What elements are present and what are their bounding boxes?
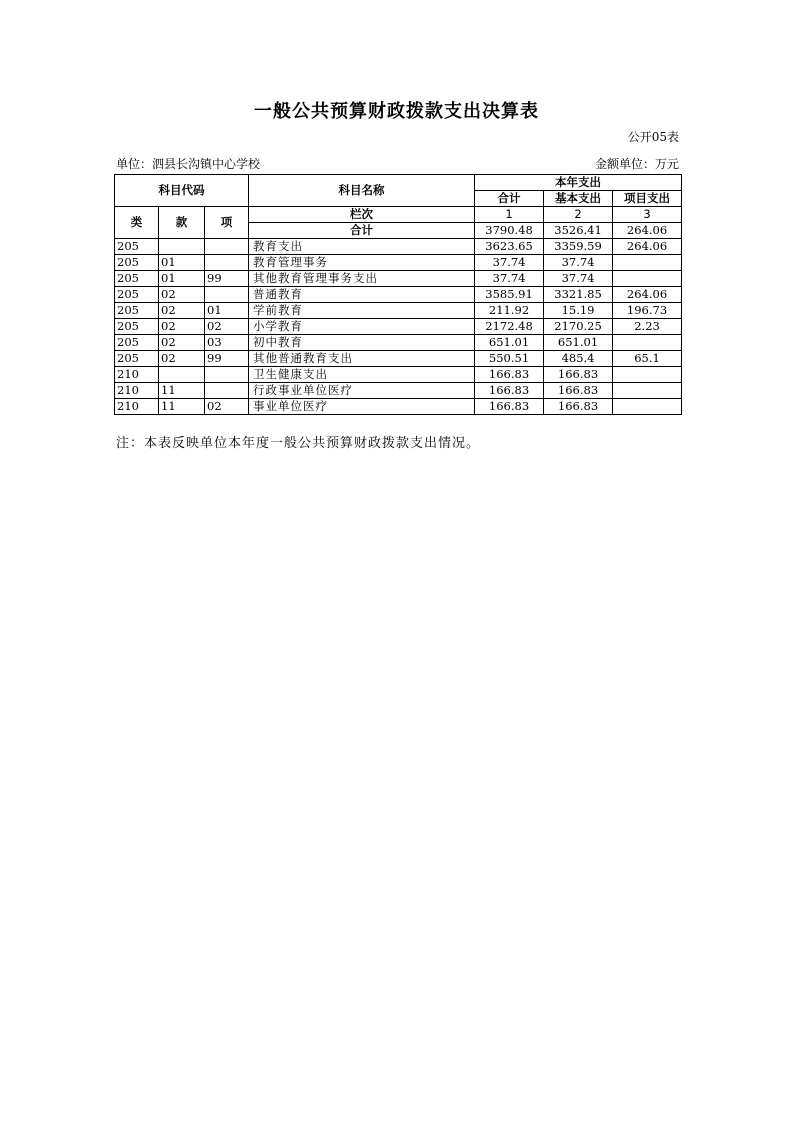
row-basic: 3359.59 <box>544 239 613 255</box>
row-xiang <box>205 367 249 383</box>
table-row <box>115 255 682 271</box>
row-project <box>613 383 682 399</box>
row-lei: 210 <box>115 383 159 399</box>
row-xiang: 02 <box>205 319 249 335</box>
row-kuan: 02 <box>159 319 205 335</box>
table-row <box>115 271 682 287</box>
header-project: 项目支出 <box>613 191 682 207</box>
row-name: 行政事业单位医疗 <box>249 383 475 399</box>
row-xiang <box>205 383 249 399</box>
row-project: 65.1 <box>613 351 682 367</box>
row-total: 651.01 <box>475 335 544 351</box>
header-code-group: 科目代码 <box>115 175 249 207</box>
row-kuan: 02 <box>159 287 205 303</box>
row-kuan: 11 <box>159 383 205 399</box>
row-lei: 205 <box>115 287 159 303</box>
header-total: 合计 <box>475 191 544 207</box>
header-basic: 基本支出 <box>544 191 613 207</box>
row-name: 学前教育 <box>249 303 475 319</box>
row-total: 2172.48 <box>475 319 544 335</box>
row-name: 教育管理事务 <box>249 255 475 271</box>
row-total: 211.92 <box>475 303 544 319</box>
row-basic: 37.74 <box>544 271 613 287</box>
expenditure-table <box>114 174 682 415</box>
row-basic: 651.01 <box>544 335 613 351</box>
row-total: 3585.91 <box>475 287 544 303</box>
row-basic: 166.83 <box>544 383 613 399</box>
row-basic: 166.83 <box>544 399 613 415</box>
row-basic: 3321.85 <box>544 287 613 303</box>
row-project <box>613 255 682 271</box>
sum-total: 3790.48 <box>475 223 544 239</box>
row-lei: 205 <box>115 271 159 287</box>
row-name: 普通教育 <box>249 287 475 303</box>
header-name: 科目名称 <box>249 175 475 207</box>
row-lei: 205 <box>115 239 159 255</box>
row-xiang: 99 <box>205 351 249 367</box>
row-lei: 205 <box>115 303 159 319</box>
row-lei: 210 <box>115 367 159 383</box>
row-kuan: 01 <box>159 255 205 271</box>
page-title: 一般公共预算财政拨款支出决算表 <box>254 101 539 122</box>
row-total: 3623.65 <box>475 239 544 255</box>
row-name: 卫生健康支出 <box>249 367 475 383</box>
row-kuan: 02 <box>159 351 205 367</box>
row-name: 其他教育管理事务支出 <box>249 271 475 287</box>
money-unit-label: 金额单位：万元 <box>594 157 679 171</box>
row-kuan <box>159 367 205 383</box>
row-total: 37.74 <box>475 271 544 287</box>
row-project: 2.23 <box>613 319 682 335</box>
form-number: 公开05表 <box>627 130 679 144</box>
row-project <box>613 367 682 383</box>
table-row <box>115 399 682 415</box>
header-col-1: 1 <box>475 207 544 223</box>
row-kuan: 01 <box>159 271 205 287</box>
row-xiang <box>205 239 249 255</box>
row-xiang <box>205 255 249 271</box>
row-basic: 2170.25 <box>544 319 613 335</box>
row-xiang <box>205 287 249 303</box>
header-col-3: 3 <box>613 207 682 223</box>
table-row <box>115 335 682 351</box>
row-xiang: 03 <box>205 335 249 351</box>
sum-project: 264.06 <box>613 223 682 239</box>
table-row <box>115 303 682 319</box>
row-project <box>613 335 682 351</box>
row-lei: 205 <box>115 335 159 351</box>
header-xiang: 项 <box>205 207 249 239</box>
row-kuan: 11 <box>159 399 205 415</box>
row-xiang: 99 <box>205 271 249 287</box>
unit-label: 单位：泗县长沟镇中心学校 <box>116 157 261 171</box>
row-project: 264.06 <box>613 287 682 303</box>
header-col-2: 2 <box>544 207 613 223</box>
row-name: 事业单位医疗 <box>249 399 475 415</box>
row-project: 264.06 <box>613 239 682 255</box>
row-project <box>613 271 682 287</box>
row-basic: 485.4 <box>544 351 613 367</box>
row-project <box>613 399 682 415</box>
row-total: 166.83 <box>475 367 544 383</box>
row-basic: 37.74 <box>544 255 613 271</box>
row-name: 初中教育 <box>249 335 475 351</box>
row-total: 166.83 <box>475 399 544 415</box>
row-lei: 205 <box>115 351 159 367</box>
row-lei: 205 <box>115 255 159 271</box>
table-row <box>115 319 682 335</box>
row-kuan: 02 <box>159 303 205 319</box>
row-kuan: 02 <box>159 335 205 351</box>
sum-label: 合计 <box>249 223 475 239</box>
table-row <box>115 239 682 255</box>
row-lei: 205 <box>115 319 159 335</box>
row-name: 其他普通教育支出 <box>249 351 475 367</box>
sum-basic: 3526.41 <box>544 223 613 239</box>
row-name: 教育支出 <box>249 239 475 255</box>
header-lanci: 栏次 <box>249 207 475 223</box>
table-row <box>115 367 682 383</box>
footnote: 注：本表反映单位本年度一般公共预算财政拨款支出情况。 <box>116 436 481 451</box>
row-name: 小学教育 <box>249 319 475 335</box>
table-row <box>115 287 682 303</box>
row-basic: 166.83 <box>544 367 613 383</box>
table-row <box>115 383 682 399</box>
row-xiang: 02 <box>205 399 249 415</box>
row-basic: 15.19 <box>544 303 613 319</box>
row-xiang: 01 <box>205 303 249 319</box>
row-kuan <box>159 239 205 255</box>
row-total: 37.74 <box>475 255 544 271</box>
header-kuan: 款 <box>159 207 205 239</box>
row-project: 196.73 <box>613 303 682 319</box>
row-total: 550.51 <box>475 351 544 367</box>
table-row <box>115 351 682 367</box>
row-total: 166.83 <box>475 383 544 399</box>
header-year-group: 本年支出 <box>475 175 682 191</box>
row-lei: 210 <box>115 399 159 415</box>
header-lei: 类 <box>115 207 159 239</box>
